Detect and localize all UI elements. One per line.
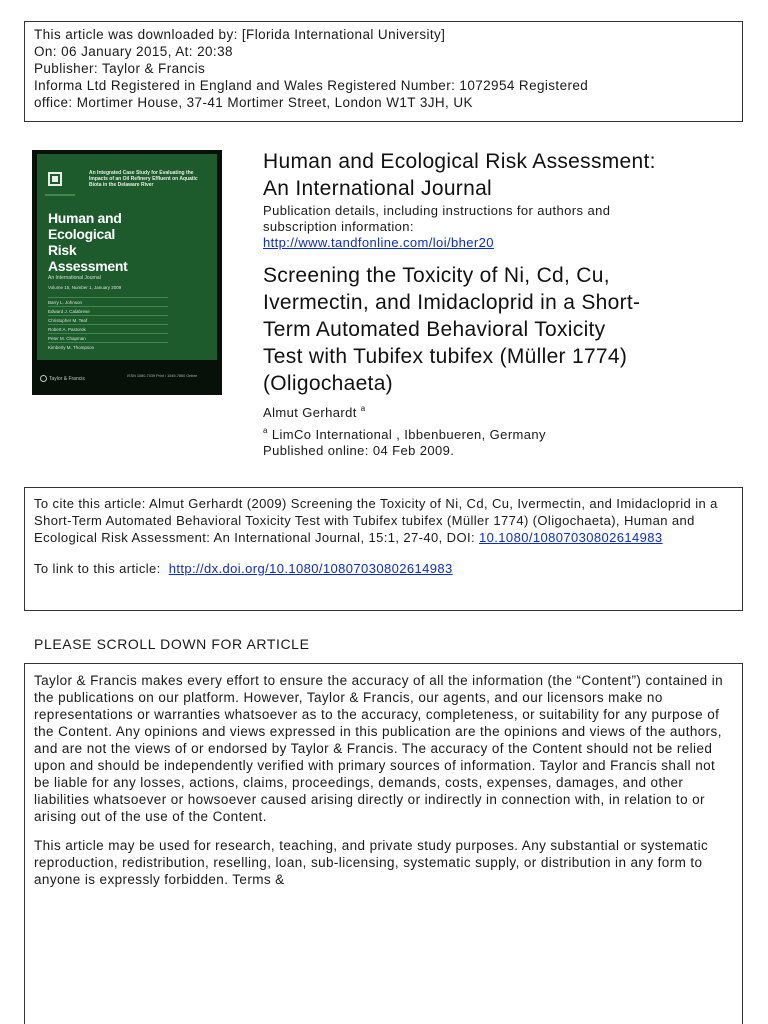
cover-title-line: Risk <box>48 242 77 258</box>
scroll-notice: PLEASE SCROLL DOWN FOR ARTICLE <box>34 636 310 652</box>
cover-panel <box>37 154 217 360</box>
citation-box <box>24 487 743 611</box>
publication-details-line: subscription information: <box>263 219 414 234</box>
article-title-line: Ivermectin, and Imidacloprid in a Short- <box>263 291 641 314</box>
download-notice-box <box>24 21 743 122</box>
download-notice-line: On: 06 January 2015, At: 20:38 <box>34 44 233 59</box>
article-link-url[interactable]: http://dx.doi.org/10.1080/10807030802614983 <box>168 561 453 576</box>
affiliation-text: LimCo International , Ibbenbueren, Germany <box>271 427 546 442</box>
article-link-line <box>34 560 733 577</box>
download-notice-line: office: Mortimer House, 37-41 Mortimer Street, London W1T 3JH, UK <box>34 95 473 110</box>
publication-details-line: Publication details, including instructions for authors and <box>263 203 611 218</box>
citation-paragraph <box>34 495 733 546</box>
affiliation-line <box>263 426 546 442</box>
article-title-line: Term Automated Behavioral Toxicity <box>263 318 606 341</box>
cover-subtitle: An International Journal <box>48 275 101 281</box>
disclaimer-box <box>24 663 743 1024</box>
cover-author-name: Barry L. Johnson <box>48 297 168 306</box>
author-affiliation-marker: a <box>360 404 366 413</box>
cover-title <box>48 210 168 274</box>
cover-title-line: Ecological <box>48 226 116 242</box>
published-date: Published online: 04 Feb 2009. <box>263 443 455 458</box>
article-title <box>263 262 743 397</box>
article-title-line: (Oligochaeta) <box>263 372 393 395</box>
affiliation-marker: a <box>263 426 268 435</box>
cover-author-name: Edward J. Calabrese <box>48 306 168 315</box>
cover-title-line: Human and <box>48 210 122 226</box>
journal-title-line: Human and Ecological Risk Assessment: <box>263 150 656 173</box>
journal-url-link[interactable]: http://www.tandfonline.com/loi/bher20 <box>263 235 494 250</box>
cover-issue-info: Volume 15, Number 1, January 2009 <box>48 285 122 290</box>
disclaimer-paragraph: This article may be used for research, teaching, and private study purposes. Any substantial or systematic reproduction, redistribution, reselling, loan, sub-licensing, systematic supply, or distribution in any form to anyone is expressly forbidden. Terms & <box>34 838 709 887</box>
journal-logo-icon <box>48 172 62 186</box>
download-notice-line: This article was downloaded by: [Florida International University] <box>34 27 446 42</box>
cover-blurb: An Integrated Case Study for Evaluating the Impacts of an Oil Refinery Effluent on Aquatic Biota in the Delaware River <box>89 170 198 188</box>
author-line <box>263 404 366 420</box>
cover-author-list <box>48 297 168 351</box>
doi-link[interactable]: 10.1080/10807030802614983 <box>479 530 663 545</box>
journal-title <box>263 148 733 202</box>
publisher-logo: Taylor & Francis <box>40 375 85 382</box>
article-title-line: Test with Tubifex tubifex (Müller 1774) <box>263 345 628 368</box>
article-link-label: To link to this article: <box>34 561 161 576</box>
cover-author-name: Christopher M. Teaf <box>48 315 168 324</box>
cover-title-line: Assessment <box>48 258 128 274</box>
cover-stripe <box>45 194 75 196</box>
cover-author-name: Peter M. Chapman <box>48 333 168 342</box>
publication-details <box>263 203 733 251</box>
download-notice-line: Informa Ltd Registered in England and Wales Registered Number: 1072954 Registered <box>34 78 589 93</box>
cover-footer-note: ISSN 1080-7039 Print / 1549-7860 Online <box>127 374 198 378</box>
download-notice-line: Publisher: Taylor & Francis <box>34 61 206 76</box>
author-name: Almut Gerhardt <box>263 405 357 420</box>
disclaimer-paragraph: Taylor & Francis makes every effort to ensure the accuracy of all the information (the “Content”) contained in the publications on our platform. However, Taylor & Francis, our agents, and our licensors make no representations or warranties whatsoever as to the accuracy, completeness, or suitability for any purpose of the Content. Any opinions and views expressed in this publication are the opinions and views of the authors, and are not the views of or endorsed by Taylor & Francis. The accuracy of the Content should not be relied upon and should be independently verified with primary sources of information. Taylor and Francis shall not be liable for any losses, actions, claims, proceedings, demands, costs, expenses, damages, and other liabilities whatsoever or howsoever caused arising directly or indirectly in connection with, in relation to or arising out of the use of the Content. <box>34 673 724 824</box>
cover-author-name: Robert A. Pastorok <box>48 324 168 333</box>
journal-cover-image <box>32 150 222 395</box>
citation-text: To cite this article: Almut Gerhardt (2009) Screening the Toxicity of Ni, Cd, Cu, Ivermectin, and Imidacloprid in a Short-Term Automated Behavioral Toxicity Test with Tubifex tubifex (Müller 1774) (Oligochaeta), Human and Ecological Risk Assessment: An International Journal, 15:1, 27-40, DOI: <box>34 496 718 545</box>
journal-title-line: An International Journal <box>263 177 493 200</box>
cover-author-name: Kimberly M. Thompson <box>48 342 168 351</box>
article-title-line: Screening the Toxicity of Ni, Cd, Cu, <box>263 264 610 287</box>
